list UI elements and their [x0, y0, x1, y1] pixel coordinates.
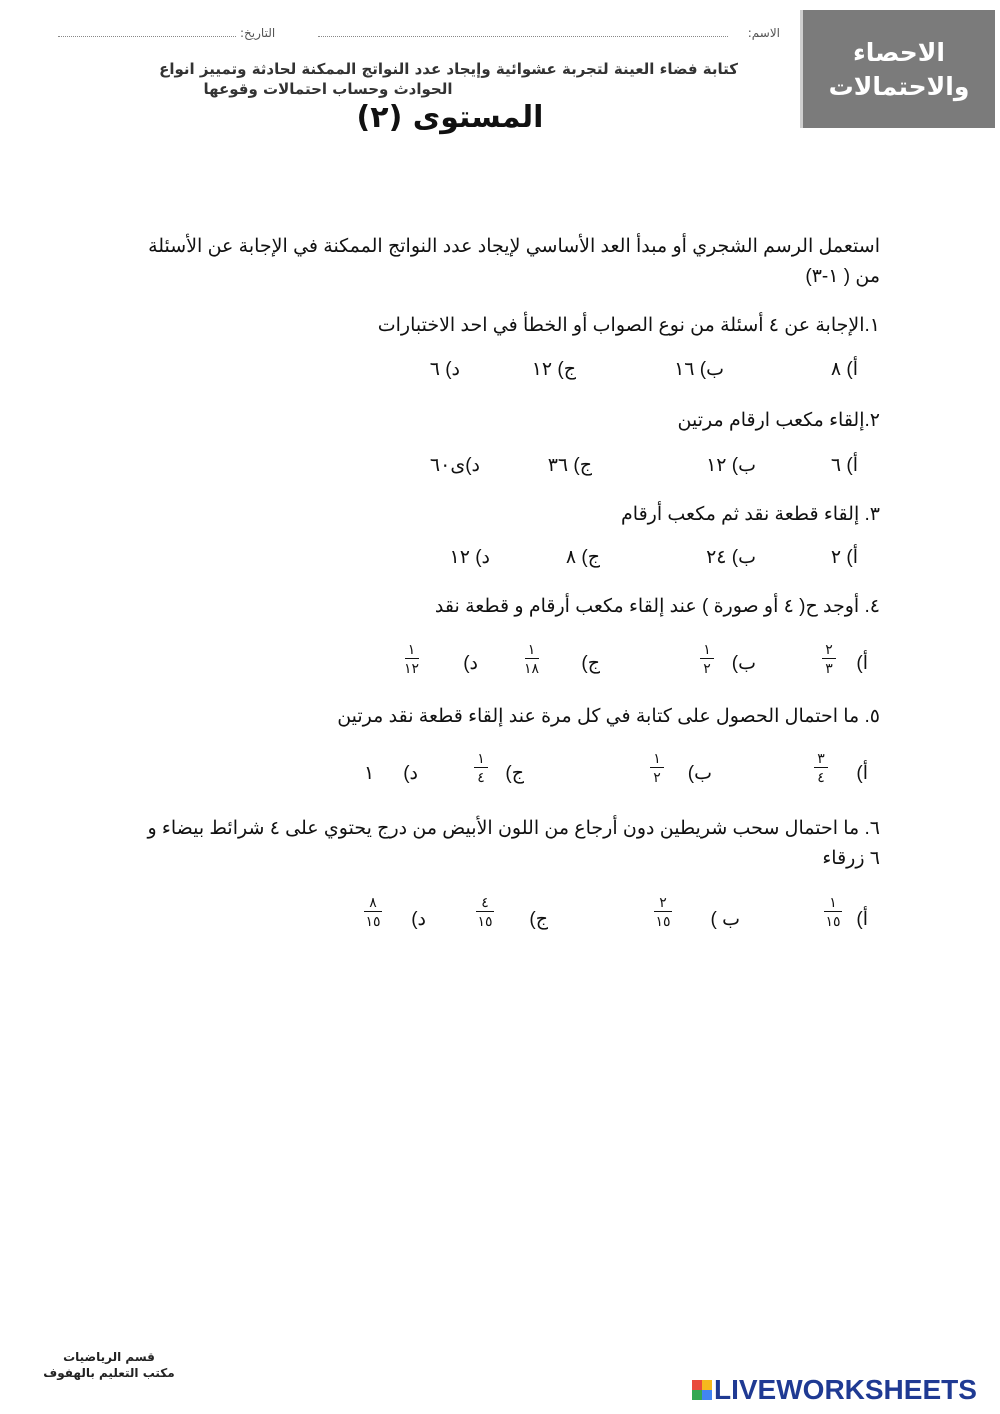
- q5-option-b-fraction: [650, 750, 664, 785]
- numerator: ١: [527, 641, 536, 657]
- q2-option-b[interactable]: ب) ١٢: [706, 455, 756, 476]
- denominator: ٣: [825, 660, 833, 676]
- instructions: استعمل الرسم الشجري أو مبدأ العد الأساسي لإيجاد عدد النواتج الممكنة في الإجابة عن الأسئلة من ( ١-٣): [148, 236, 880, 287]
- denominator: ١٥: [825, 913, 841, 929]
- liveworksheets-logo[interactable]: [692, 1375, 977, 1405]
- name-field[interactable]: [318, 36, 728, 37]
- denominator: ١٥: [365, 913, 381, 929]
- q2-option-c[interactable]: ج) ٣٦: [547, 455, 592, 476]
- q4-option-d-label[interactable]: د): [463, 653, 478, 674]
- liveworksheets-brand: LIVEWORKSHEETS: [714, 1374, 977, 1405]
- q4-option-c-label[interactable]: ج): [581, 653, 600, 674]
- question-4: ٤. أوجد ح( ٤ أو صورة ) عند إلقاء مكعب أرقام و قطعة نقد: [434, 596, 880, 617]
- subtitle-line-2: الحوادث وحساب احتمالات وقوعها: [203, 80, 453, 98]
- q6-option-d-label[interactable]: د): [411, 909, 426, 930]
- subtitle-line-1: كتابة فضاء العينة لتجربة عشوائية وإيجاد عدد النواتج الممكنة لحادثة وتمييز انواع: [159, 60, 738, 78]
- q4-option-a-label[interactable]: أ): [856, 653, 868, 674]
- numerator: ١: [407, 641, 416, 657]
- q1-option-d[interactable]: د) ٦: [429, 359, 460, 380]
- q3-option-d[interactable]: د) ١٢: [449, 547, 490, 568]
- q1-option-b[interactable]: ب) ١٦: [674, 359, 724, 380]
- q5-option-a-fraction: [814, 750, 828, 785]
- title-line-2: والاحتمالات: [828, 72, 970, 101]
- question-3: ٣. إلقاء قطعة نقد ثم مكعب أرقام: [621, 504, 880, 525]
- q3-option-a[interactable]: أ) ٢: [830, 547, 858, 568]
- numerator: ٨: [369, 894, 377, 910]
- q5-option-c-fraction: [474, 750, 488, 785]
- denominator: ٤: [477, 769, 485, 785]
- denominator: ٢: [653, 769, 661, 785]
- q6-option-c-label[interactable]: ج): [529, 909, 548, 930]
- numerator: ٢: [659, 894, 667, 910]
- q6-option-c-fraction: [476, 894, 494, 929]
- q6-option-b-label[interactable]: ب ): [710, 909, 740, 930]
- denominator: ٢: [703, 660, 711, 676]
- title-box: [800, 10, 995, 128]
- q1-option-c[interactable]: ج) ١٢: [531, 359, 576, 380]
- q5-option-c-label[interactable]: ج): [505, 763, 524, 784]
- q6-option-b-fraction: [654, 894, 672, 929]
- q6-option-d-fraction: [364, 894, 382, 929]
- question-1: ١.الإجابة عن ٤ أسئلة من نوع الصواب أو الخطأ في احد الاختبارات: [377, 315, 880, 336]
- q5-option-d-label[interactable]: د): [403, 763, 418, 784]
- q3-option-c[interactable]: ج) ٨: [565, 547, 600, 568]
- title-line-1: الاحصاء: [852, 38, 945, 67]
- denominator: ١٥: [655, 913, 671, 929]
- date-label: التاريخ:: [240, 26, 276, 40]
- q6-option-a-fraction: [824, 894, 842, 929]
- question-5: ٥. ما احتمال الحصول على كتابة في كل مرة عند إلقاء قطعة نقد مرتين: [337, 706, 880, 727]
- numerator: ١: [829, 894, 837, 910]
- q5-option-a-label[interactable]: أ): [856, 763, 868, 784]
- q1-option-a[interactable]: أ) ٨: [830, 359, 858, 380]
- date-field[interactable]: [58, 36, 236, 37]
- denominator: ١٥: [477, 913, 493, 929]
- q2-option-a[interactable]: أ) ٦: [830, 455, 858, 476]
- q4-option-a-fraction: [822, 641, 836, 676]
- department-label: قسم الرياضيات: [63, 1350, 155, 1364]
- name-label: الاسم:: [747, 26, 780, 40]
- q2-option-d[interactable]: د)ى٦٠: [429, 455, 480, 476]
- q4-option-c-fraction: [524, 641, 539, 676]
- office-label: مكتب التعليم بالهفوف: [43, 1366, 175, 1380]
- numerator: ١: [653, 750, 661, 766]
- q6-option-a-label[interactable]: أ): [856, 909, 868, 930]
- numerator: ١: [703, 641, 711, 657]
- denominator: ١٢: [404, 660, 420, 676]
- numerator: ١: [477, 750, 485, 766]
- numerator: ٣: [817, 750, 825, 766]
- q3-option-b[interactable]: ب) ٢٤: [706, 547, 756, 568]
- numerator: ٤: [481, 894, 489, 910]
- liveworksheets-logo-icon: [692, 1380, 712, 1400]
- denominator: ١٨: [524, 660, 540, 676]
- numerator: ٢: [825, 641, 833, 657]
- denominator: ٤: [817, 769, 825, 785]
- question-2: ٢.إلقاء مكعب ارقام مرتين: [677, 410, 880, 431]
- q4-option-d-fraction: [404, 641, 419, 676]
- level-heading: المستوى (٢): [356, 100, 544, 135]
- q4-option-b-fraction: [700, 641, 714, 676]
- q4-option-b-label[interactable]: ب): [731, 653, 756, 674]
- question-6: ٦. ما احتمال سحب شريطين دون أرجاع من اللون الأبيض من درج يحتوي على ٤ شرائط بيضاء و ٦ زرقاء: [147, 818, 880, 869]
- q5-option-b-label[interactable]: ب): [687, 763, 712, 784]
- q5-option-d-value: ١: [364, 763, 375, 784]
